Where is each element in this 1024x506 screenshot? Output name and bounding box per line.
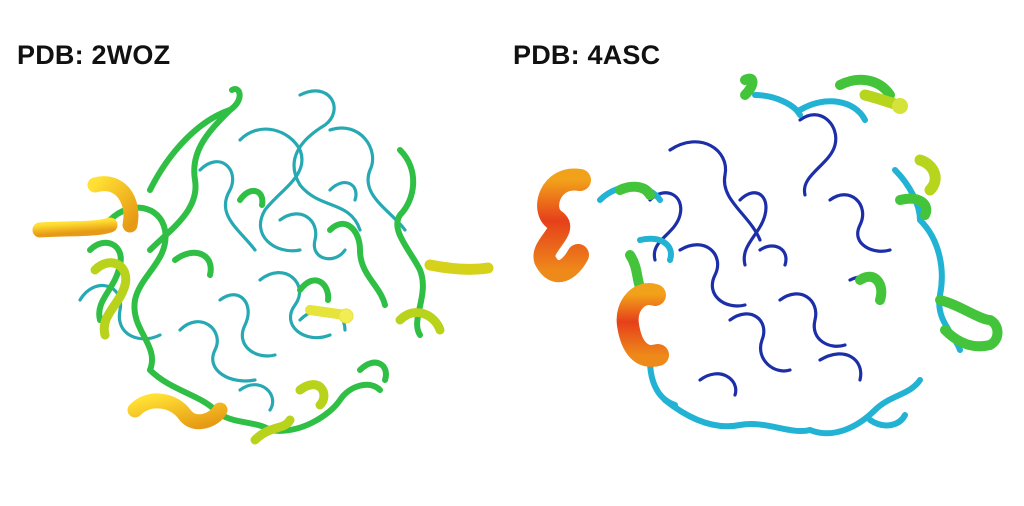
backbone-strands-warm	[95, 263, 440, 440]
structure-panel-4asc	[500, 0, 1024, 506]
backbone-strands-mid	[600, 95, 960, 433]
structure-label-2woz: PDB: 2WOZ	[17, 40, 171, 70]
protein-backbone-render-4asc	[500, 0, 1024, 506]
backbone-hotspots	[40, 184, 220, 422]
backbone-loops-thin	[650, 115, 890, 395]
terminal-cap	[892, 98, 908, 114]
structure-label-4asc: PDB: 4ASC	[513, 40, 661, 70]
backbone-loops-thin	[80, 91, 405, 410]
terminal-cap	[339, 309, 353, 323]
c-terminal-tail	[430, 265, 488, 269]
backbone-hotspots	[544, 180, 658, 356]
